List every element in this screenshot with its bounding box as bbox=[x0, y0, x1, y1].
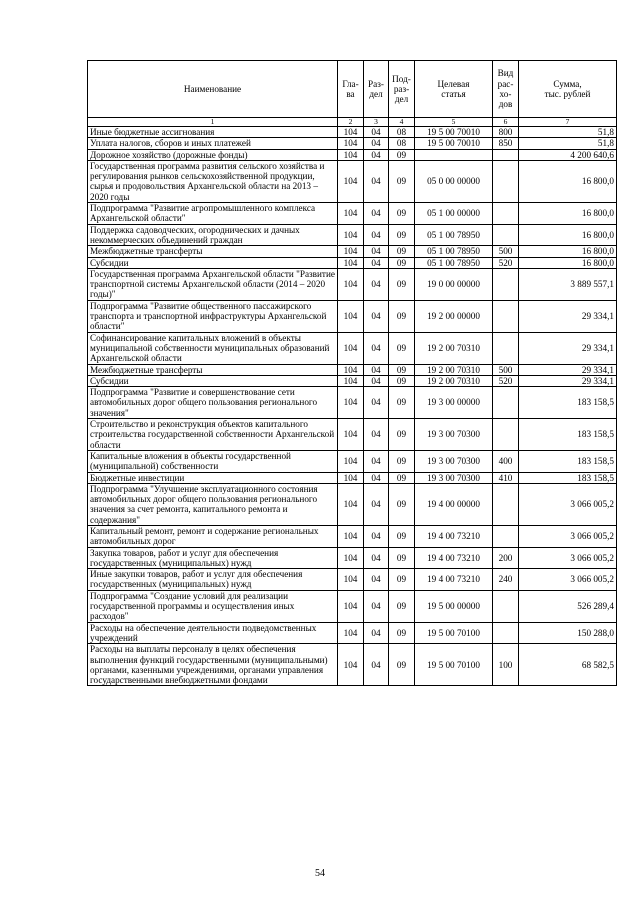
row-section: 04 bbox=[364, 547, 389, 569]
row-expense-type: 500 bbox=[493, 246, 519, 257]
row-subsection: 09 bbox=[389, 387, 415, 419]
row-section: 04 bbox=[364, 590, 389, 622]
table-row bbox=[88, 525, 617, 547]
row-section: 04 bbox=[364, 203, 389, 225]
row-subsection: 09 bbox=[389, 419, 415, 451]
row-name: Субсидии bbox=[88, 257, 338, 268]
header-target: Целевая статья bbox=[415, 61, 493, 118]
table-row bbox=[88, 547, 617, 569]
header-amount: Сумма, тыс. рублей bbox=[519, 61, 617, 118]
table-row bbox=[88, 375, 617, 386]
table-row bbox=[88, 472, 617, 483]
row-chapter: 104 bbox=[338, 375, 364, 386]
row-subsection: 09 bbox=[389, 483, 415, 525]
row-subsection: 09 bbox=[389, 375, 415, 386]
row-subsection: 09 bbox=[389, 547, 415, 569]
row-name: Подпрограмма "Развитие общественного пассажирского транспорта и транспортной инфраструктуры Архангельской области" bbox=[88, 300, 338, 332]
row-section: 04 bbox=[364, 569, 389, 591]
row-expense-type bbox=[493, 525, 519, 547]
row-subsection: 09 bbox=[389, 450, 415, 472]
column-number-row bbox=[88, 118, 617, 127]
row-amount: 3 066 005,2 bbox=[519, 547, 617, 569]
row-target-article: 05 1 00 78950 bbox=[415, 224, 493, 246]
table-row bbox=[88, 387, 617, 419]
table-row bbox=[88, 268, 617, 300]
row-chapter: 104 bbox=[338, 364, 364, 375]
row-amount: 16 800,0 bbox=[519, 246, 617, 257]
row-chapter: 104 bbox=[338, 547, 364, 569]
row-amount: 183 158,5 bbox=[519, 387, 617, 419]
row-expense-type bbox=[493, 483, 519, 525]
row-target-article: 19 5 00 70100 bbox=[415, 644, 493, 686]
row-section: 04 bbox=[364, 375, 389, 386]
row-expense-type bbox=[493, 332, 519, 364]
row-target-article: 19 5 00 70010 bbox=[415, 127, 493, 138]
table-row bbox=[88, 246, 617, 257]
row-section: 04 bbox=[364, 138, 389, 149]
budget-table bbox=[87, 60, 617, 686]
row-chapter: 104 bbox=[338, 203, 364, 225]
table-row bbox=[88, 138, 617, 149]
row-target-article: 19 4 00 00000 bbox=[415, 483, 493, 525]
row-amount: 29 334,1 bbox=[519, 332, 617, 364]
row-target-article: 19 3 00 70300 bbox=[415, 419, 493, 451]
column-number: 6 bbox=[493, 118, 519, 127]
row-subsection: 09 bbox=[389, 590, 415, 622]
row-chapter: 104 bbox=[338, 644, 364, 686]
row-section: 04 bbox=[364, 472, 389, 483]
row-section: 04 bbox=[364, 450, 389, 472]
row-chapter: 104 bbox=[338, 246, 364, 257]
row-chapter: 104 bbox=[338, 160, 364, 202]
row-expense-type: 500 bbox=[493, 364, 519, 375]
row-name: Государственная программа Архангельской области "Развитие транспортной системы Архангельской области (2014 – 2020 годы)" bbox=[88, 268, 338, 300]
row-expense-type bbox=[493, 419, 519, 451]
table-row bbox=[88, 644, 617, 686]
row-subsection: 09 bbox=[389, 472, 415, 483]
row-subsection: 09 bbox=[389, 332, 415, 364]
row-chapter: 104 bbox=[338, 149, 364, 160]
row-target-article: 19 0 00 00000 bbox=[415, 268, 493, 300]
row-subsection: 09 bbox=[389, 224, 415, 246]
row-subsection: 09 bbox=[389, 364, 415, 375]
row-amount: 29 334,1 bbox=[519, 375, 617, 386]
column-number: 3 bbox=[364, 118, 389, 127]
row-subsection: 09 bbox=[389, 300, 415, 332]
row-expense-type: 800 bbox=[493, 127, 519, 138]
row-name: Межбюджетные трансферты bbox=[88, 364, 338, 375]
header-section: Раз- дел bbox=[364, 61, 389, 118]
row-amount: 16 800,0 bbox=[519, 257, 617, 268]
row-subsection: 08 bbox=[389, 127, 415, 138]
row-target-article: 19 4 00 73210 bbox=[415, 547, 493, 569]
row-target-article: 19 5 00 70010 bbox=[415, 138, 493, 149]
row-target-article: 19 2 00 00000 bbox=[415, 300, 493, 332]
row-section: 04 bbox=[364, 224, 389, 246]
row-amount: 68 582,5 bbox=[519, 644, 617, 686]
table-row bbox=[88, 127, 617, 138]
table-row bbox=[88, 419, 617, 451]
row-target-article: 19 4 00 73210 bbox=[415, 569, 493, 591]
row-name: Субсидии bbox=[88, 375, 338, 386]
row-section: 04 bbox=[364, 332, 389, 364]
row-expense-type bbox=[493, 268, 519, 300]
row-name: Расходы на выплаты персоналу в целях обеспечения выполнения функций государственными (муниципальными) органами, казенными учреждениями, органами управления государственными внебюджетными фондами bbox=[88, 644, 338, 686]
row-name: Иные бюджетные ассигнования bbox=[88, 127, 338, 138]
row-expense-type: 200 bbox=[493, 547, 519, 569]
table-row bbox=[88, 450, 617, 472]
row-subsection: 09 bbox=[389, 569, 415, 591]
row-amount: 526 289,4 bbox=[519, 590, 617, 622]
row-expense-type: 400 bbox=[493, 450, 519, 472]
row-section: 04 bbox=[364, 419, 389, 451]
row-section: 04 bbox=[364, 300, 389, 332]
row-name: Поддержка садоводческих, огороднических и дачных некоммерческих объединений граждан bbox=[88, 224, 338, 246]
table-row bbox=[88, 332, 617, 364]
row-chapter: 104 bbox=[338, 472, 364, 483]
row-subsection: 09 bbox=[389, 268, 415, 300]
row-name: Межбюджетные трансферты bbox=[88, 246, 338, 257]
row-target-article: 19 3 00 70300 bbox=[415, 450, 493, 472]
row-chapter: 104 bbox=[338, 419, 364, 451]
row-name: Иные закупки товаров, работ и услуг для обеспечения государственных (муниципальных) нужд bbox=[88, 569, 338, 591]
row-target-article: 19 5 00 00000 bbox=[415, 590, 493, 622]
column-number: 7 bbox=[519, 118, 617, 127]
row-chapter: 104 bbox=[338, 332, 364, 364]
row-subsection: 09 bbox=[389, 246, 415, 257]
row-section: 04 bbox=[364, 387, 389, 419]
row-chapter: 104 bbox=[338, 268, 364, 300]
table-row bbox=[88, 300, 617, 332]
row-chapter: 104 bbox=[338, 138, 364, 149]
row-section: 04 bbox=[364, 160, 389, 202]
header-chapter: Гла- ва bbox=[338, 61, 364, 118]
table-row bbox=[88, 224, 617, 246]
row-target-article: 05 1 00 78950 bbox=[415, 257, 493, 268]
row-section: 04 bbox=[364, 246, 389, 257]
row-chapter: 104 bbox=[338, 450, 364, 472]
row-name: Бюджетные инвестиции bbox=[88, 472, 338, 483]
row-section: 04 bbox=[364, 149, 389, 160]
row-section: 04 bbox=[364, 127, 389, 138]
row-subsection: 09 bbox=[389, 149, 415, 160]
header-name: Наименование bbox=[88, 61, 338, 118]
row-chapter: 104 bbox=[338, 483, 364, 525]
row-expense-type bbox=[493, 590, 519, 622]
column-number: 5 bbox=[415, 118, 493, 127]
row-amount: 4 200 640,6 bbox=[519, 149, 617, 160]
row-expense-type bbox=[493, 160, 519, 202]
row-amount: 3 066 005,2 bbox=[519, 525, 617, 547]
row-subsection: 08 bbox=[389, 138, 415, 149]
row-section: 04 bbox=[364, 483, 389, 525]
table-row bbox=[88, 364, 617, 375]
row-target-article: 05 1 00 00000 bbox=[415, 203, 493, 225]
table-row bbox=[88, 203, 617, 225]
row-expense-type: 520 bbox=[493, 257, 519, 268]
table-row bbox=[88, 160, 617, 202]
row-expense-type: 240 bbox=[493, 569, 519, 591]
row-amount: 29 334,1 bbox=[519, 300, 617, 332]
row-amount: 150 288,0 bbox=[519, 622, 617, 644]
row-expense-type bbox=[493, 387, 519, 419]
row-amount: 16 800,0 bbox=[519, 203, 617, 225]
row-expense-type bbox=[493, 203, 519, 225]
row-chapter: 104 bbox=[338, 387, 364, 419]
table-row bbox=[88, 622, 617, 644]
row-expense-type: 850 bbox=[493, 138, 519, 149]
row-chapter: 104 bbox=[338, 300, 364, 332]
row-name: Капитальные вложения в объекты государственной (муниципальной) собственности bbox=[88, 450, 338, 472]
row-target-article: 19 2 00 70310 bbox=[415, 375, 493, 386]
row-amount: 29 334,1 bbox=[519, 364, 617, 375]
row-chapter: 104 bbox=[338, 224, 364, 246]
row-target-article bbox=[415, 149, 493, 160]
row-target-article: 19 2 00 70310 bbox=[415, 364, 493, 375]
row-name: Подпрограмма "Развитие агропромышленного комплекса Архангельской области" bbox=[88, 203, 338, 225]
row-subsection: 09 bbox=[389, 203, 415, 225]
row-expense-type bbox=[493, 149, 519, 160]
row-expense-type: 410 bbox=[493, 472, 519, 483]
row-section: 04 bbox=[364, 622, 389, 644]
row-target-article: 19 2 00 70310 bbox=[415, 332, 493, 364]
row-amount: 16 800,0 bbox=[519, 160, 617, 202]
page-number: 54 bbox=[315, 868, 325, 879]
row-name: Государственная программа развития сельского хозяйства и регулирования рынков сельскохозяйственной продукции, сырья и продовольствия Архангельской области на 2013 – 2020 годы bbox=[88, 160, 338, 202]
row-section: 04 bbox=[364, 364, 389, 375]
row-name: Подпрограмма "Создание условий для реализации государственной программы и осуществления иных расходов" bbox=[88, 590, 338, 622]
row-target-article: 19 5 00 70100 bbox=[415, 622, 493, 644]
table-row bbox=[88, 569, 617, 591]
table-row bbox=[88, 149, 617, 160]
row-subsection: 09 bbox=[389, 257, 415, 268]
row-amount: 51,8 bbox=[519, 127, 617, 138]
column-number: 1 bbox=[88, 118, 338, 127]
row-target-article: 05 1 00 78950 bbox=[415, 246, 493, 257]
row-name: Дорожное хозяйство (дорожные фонды) bbox=[88, 149, 338, 160]
row-subsection: 09 bbox=[389, 644, 415, 686]
row-amount: 183 158,5 bbox=[519, 472, 617, 483]
row-target-article: 19 3 00 00000 bbox=[415, 387, 493, 419]
row-name: Софинансирование капитальных вложений в объекты муниципальной собственности муниципальных образований Архангельской области bbox=[88, 332, 338, 364]
row-amount: 3 889 557,1 bbox=[519, 268, 617, 300]
row-expense-type bbox=[493, 622, 519, 644]
row-name: Закупка товаров, работ и услуг для обеспечения государственных (муниципальных) нужд bbox=[88, 547, 338, 569]
row-name: Расходы на обеспечение деятельности подведомственных учреждений bbox=[88, 622, 338, 644]
row-chapter: 104 bbox=[338, 622, 364, 644]
row-section: 04 bbox=[364, 257, 389, 268]
table-row bbox=[88, 590, 617, 622]
table-row bbox=[88, 483, 617, 525]
row-name: Строительство и реконструкция объектов капитального строительства государственной собственности Архангельской области bbox=[88, 419, 338, 451]
row-amount: 16 800,0 bbox=[519, 224, 617, 246]
row-chapter: 104 bbox=[338, 127, 364, 138]
row-expense-type bbox=[493, 224, 519, 246]
row-amount: 51,8 bbox=[519, 138, 617, 149]
row-target-article: 05 0 00 00000 bbox=[415, 160, 493, 202]
table-body bbox=[88, 127, 617, 686]
row-target-article: 19 3 00 70300 bbox=[415, 472, 493, 483]
row-section: 04 bbox=[364, 644, 389, 686]
row-chapter: 104 bbox=[338, 257, 364, 268]
row-name: Капитальный ремонт, ремонт и содержание региональных автомобильных дорог bbox=[88, 525, 338, 547]
header-row bbox=[88, 61, 617, 118]
row-chapter: 104 bbox=[338, 590, 364, 622]
column-number: 2 bbox=[338, 118, 364, 127]
row-subsection: 09 bbox=[389, 160, 415, 202]
row-name: Подпрограмма "Улучшение эксплуатационного состояния автомобильных дорог общего пользования регионального значения за счет ремонта, капитального ремонта и содержания" bbox=[88, 483, 338, 525]
row-section: 04 bbox=[364, 525, 389, 547]
row-name: Подпрограмма "Развитие и совершенствование сети автомобильных дорог общего пользования регионального значения" bbox=[88, 387, 338, 419]
row-chapter: 104 bbox=[338, 569, 364, 591]
row-subsection: 09 bbox=[389, 525, 415, 547]
row-amount: 3 066 005,2 bbox=[519, 569, 617, 591]
row-subsection: 09 bbox=[389, 622, 415, 644]
row-target-article: 19 4 00 73210 bbox=[415, 525, 493, 547]
row-amount: 183 158,5 bbox=[519, 419, 617, 451]
row-chapter: 104 bbox=[338, 525, 364, 547]
header-expense-type: Вид рас- хо- дов bbox=[493, 61, 519, 118]
row-expense-type bbox=[493, 300, 519, 332]
column-number: 4 bbox=[389, 118, 415, 127]
row-expense-type: 100 bbox=[493, 644, 519, 686]
row-amount: 3 066 005,2 bbox=[519, 483, 617, 525]
row-section: 04 bbox=[364, 268, 389, 300]
row-amount: 183 158,5 bbox=[519, 450, 617, 472]
header-subsection: Под- раз- дел bbox=[389, 61, 415, 118]
row-expense-type: 520 bbox=[493, 375, 519, 386]
row-name: Уплата налогов, сборов и иных платежей bbox=[88, 138, 338, 149]
table-row bbox=[88, 257, 617, 268]
